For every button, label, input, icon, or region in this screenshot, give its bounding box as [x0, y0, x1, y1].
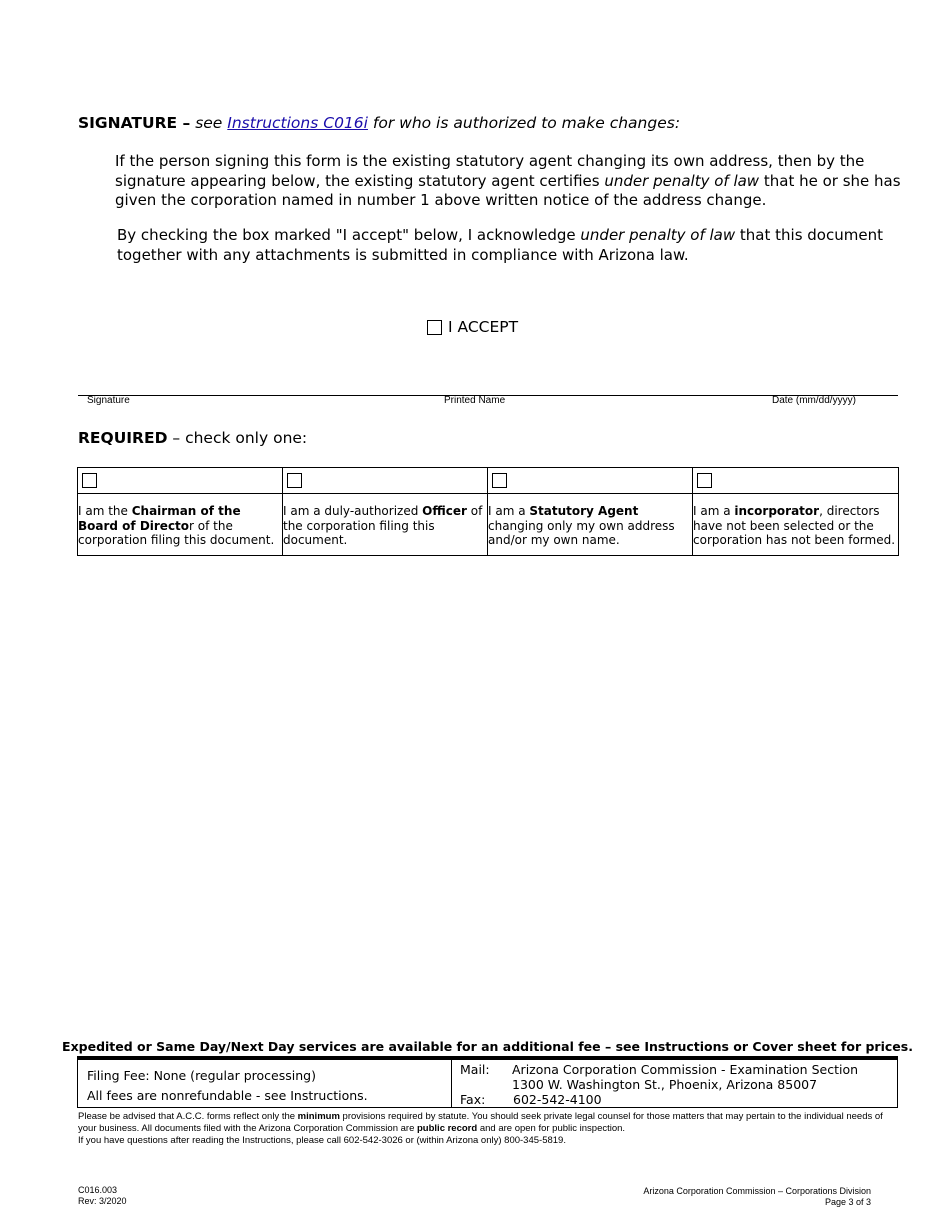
option-bold: Officer [422, 504, 467, 518]
filing-fee: Filing Fee: None (regular processing) [87, 1068, 316, 1083]
fax-number: 602-542-4100 [513, 1092, 602, 1107]
role-checkbox-cell [78, 468, 283, 494]
disclaimer-text: provisions required by statute. You should seek private legal counsel for those matters that may pertain to the individual needs of your business. All documents filed with the Arizona Corporation Commission are [78, 1111, 883, 1134]
mail-address-line1: Arizona Corporation Commission - Examination Section [512, 1062, 859, 1077]
option-text: changing only my own address and/or my own name. [488, 518, 675, 547]
mail-label: Mail: [460, 1062, 490, 1077]
date-label: Date (mm/dd/yyyy) [772, 395, 856, 406]
expedited-notice: Expedited or Same Day/Next Day services are available for an additional fee – see Instructions or Cover sheet for prices. [62, 1039, 913, 1054]
option-text: I am a [488, 504, 530, 518]
option-bold: incorporator [734, 504, 820, 518]
para1-text-b: that he or she has given the corporation named in number 1 above written notice of the address change. [115, 171, 901, 209]
para2-italic: under penalty of law [580, 226, 736, 244]
option-text: I am the [78, 504, 132, 518]
mail-fax-info [452, 1060, 897, 1108]
role-checkbox-incorporator[interactable] [697, 473, 712, 488]
nonrefundable-note: All fees are nonrefundable - see Instructions. [87, 1088, 368, 1103]
revision: Rev: 3/2020 [78, 1196, 127, 1206]
instructions-link[interactable]: Instructions C016i [227, 114, 368, 132]
footer-right [643, 1186, 871, 1208]
fee-info [78, 1060, 452, 1108]
para1-italic: under penalty of law [604, 171, 760, 190]
option-bold: Chairman of the Board of Directo [78, 504, 241, 533]
role-option-officer [283, 494, 488, 556]
signature-heading-bold: SIGNATURE – [78, 114, 191, 132]
role-checkbox-chairman[interactable] [82, 473, 97, 488]
disclaimer-bold: minimum [297, 1111, 340, 1122]
option-text: of the corporation filing this document. [283, 504, 483, 547]
mail-address-line2: 1300 W. Washington St., Phoenix, Arizona 85007 [512, 1077, 818, 1092]
fax-label: Fax: [460, 1092, 486, 1107]
required-rest: – check only one: [172, 429, 308, 447]
required-heading [78, 429, 307, 447]
disclaimer [78, 1111, 898, 1147]
option-text: r of the corporation filing this document. [78, 518, 275, 547]
role-checkbox-cell [488, 468, 693, 494]
signer-role-table [77, 467, 899, 556]
role-checkbox-officer[interactable] [287, 473, 302, 488]
role-checkbox-statutory-agent[interactable] [492, 473, 507, 488]
acknowledgement-paragraph [117, 226, 907, 265]
option-text: I am a [693, 504, 735, 518]
role-option-chairman [78, 494, 283, 556]
printed-name-label: Printed Name [444, 395, 506, 406]
disclaimer-text: and are open for public inspection. [479, 1123, 626, 1134]
signature-heading-rest: for who is authorized to make changes: [372, 114, 681, 132]
para2-text-b: that this document together with any attachments is submitted in compliance with Arizona law. [117, 226, 883, 264]
signature-label: Signature [87, 395, 130, 406]
disclaimer-phone-line: If you have questions after reading the Instructions, please call 602-542-3026 or (within Arizona only) 800-345-5819. [78, 1135, 566, 1146]
footer-left [78, 1185, 127, 1207]
role-checkbox-cell [283, 468, 488, 494]
form-code: C016.003 [78, 1185, 118, 1195]
accept-label: I ACCEPT [448, 318, 519, 336]
role-checkbox-cell [693, 468, 899, 494]
fee-box [77, 1056, 898, 1108]
option-text: I am a duly-authorized [283, 504, 423, 518]
role-option-incorporator [693, 494, 899, 556]
signature-heading [78, 114, 680, 132]
accept-row [427, 318, 518, 336]
disclaimer-bold: public record [417, 1123, 478, 1134]
para1-text-a: If the person signing this form is the existing statutory agent changing its own address, then by the signature appearing below, the existing statutory agent certifies [115, 152, 865, 190]
footer-org: Arizona Corporation Commission – Corporations Division [643, 1186, 871, 1196]
signature-heading-see: see [195, 114, 223, 132]
option-bold: Statutory Agent [529, 504, 639, 518]
required-bold: REQUIRED [78, 429, 168, 447]
disclaimer-text: Please be advised that A.C.C. forms reflect only the [78, 1111, 296, 1122]
para2-text-a: By checking the box marked "I accept" below, I acknowledge [117, 226, 576, 244]
role-option-statutory-agent [488, 494, 693, 556]
accept-checkbox[interactable] [427, 320, 442, 335]
statutory-agent-certification-paragraph [115, 152, 915, 211]
option-text: , directors have not been selected or the corporation has not been formed. [693, 504, 896, 547]
page-number: Page 3 of 3 [824, 1197, 871, 1207]
